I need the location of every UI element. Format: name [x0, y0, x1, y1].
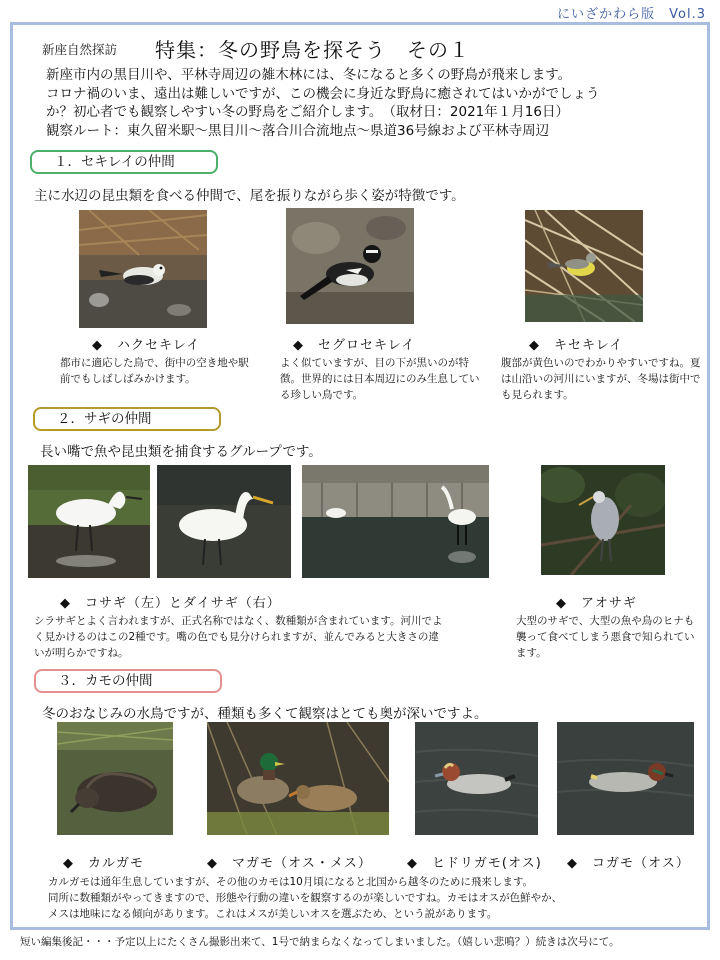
photo-spot-billed-duck [57, 722, 173, 835]
editors-note: 短い編集後記・・・予定以上にたくさん撮影出来て、1号で納まらなくなってしまいました。（嬉しい悲鳴？）続きは次号にて。 [20, 936, 620, 948]
intro-text [46, 66, 710, 140]
species-description [48, 874, 708, 922]
intro-line: か？初心者でも観察しやすい冬の野鳥をご紹介します。 （取材日：2021年１月16日） [46, 104, 569, 120]
description-line: 同所に数種類がやってきますので、形態や行動の違いを観察するのが楽しいですね。カモはオスが色鮮やか、 [48, 892, 563, 904]
section-heading-ducks: ３．カモの仲間 [34, 669, 222, 693]
species-description: よく似ていますが、目の下が黒いのが特徴。世界的には日本周辺にのみ生息している珍しい鳥です。 [280, 357, 480, 401]
photo-great-egret [157, 465, 291, 578]
photo-teal [557, 722, 694, 835]
section-heading-herons: ２．サギの仲間 [33, 407, 221, 431]
photo-white-wagtail [79, 210, 207, 328]
species-caption: ◆ コサギ（左）とダイサギ（右） [60, 596, 281, 611]
species-caption: ◆ マガモ（オス・メス） [207, 856, 372, 871]
species-caption: ◆ コガモ（オス） [567, 856, 690, 871]
section-lead-ducks: 冬のおなじみの水鳥ですが、種類も多くて観察はとても奥が深いですよ。 [42, 706, 488, 722]
species-caption: ◆ カルガモ [63, 856, 144, 871]
intro-line: コロナ禍のいま、遠出は難しいですが、この機会に身近な野鳥に癒されてはいかがでしょう [46, 85, 600, 102]
section-lead-herons: 長い嘴で魚や昆虫類を捕食するグループです。 [40, 444, 322, 460]
observation-route: 観察ルート：東久留米駅〜黒目川〜落合川合流地点〜県道36号線および平林寺周辺 [46, 122, 550, 139]
description-line: メスは地味になる傾向があります。これはメスが美しいオスを選ぶため、という説があります。 [48, 908, 498, 920]
species-description: 腹部が黄色いのでわかりやすいですね。夏は山沿いの河川にいますが、冬場は街中でも見られます。 [501, 357, 701, 401]
page-title: 特集：冬の野鳥を探そう その１ [155, 38, 470, 62]
photo-little-egret [28, 465, 150, 578]
photo-mallards [207, 722, 389, 835]
photo-egrets-river [302, 465, 489, 578]
photo-grey-wagtail [525, 210, 643, 322]
species-description: 大型のサギで、大型の魚や鳥のヒナも襲って食べてしまう悪食で知られています。 [516, 615, 695, 659]
issue-version: にいざかわら版 Vol.3 [557, 7, 706, 22]
species-caption: ◆ キセキレイ [529, 338, 624, 353]
species-caption: ◆ アオサギ [556, 596, 637, 611]
species-description: 都市に適応した鳥で、街中の空き地や駅前でもしばしばみかけます。 [60, 357, 249, 385]
photo-wigeon [415, 722, 538, 835]
photo-japanese-wagtail [286, 208, 414, 324]
column-kicker: 新座自然探訪 [42, 42, 118, 57]
section-heading-wagtails: １．セキレイの仲間 [30, 150, 218, 174]
photo-grey-heron [541, 465, 665, 575]
species-description: シラサギとよく言われますが、正式名称ではなく、数種類が含まれています。河川でよく見かけるのはこの2種です。嘴の色でも見分けられますが、並んでみると大きさの違いが明らかですね。 [34, 615, 443, 659]
species-caption: ◆ ヒドリガモ(オス) [407, 856, 542, 871]
species-caption: ◆ ハクセキレイ [92, 338, 201, 353]
species-caption: ◆ セグロセキレイ [293, 338, 416, 353]
section-lead-wagtails: 主に水辺の昆虫類を食べる仲間で、尾を振りながら歩く姿が特徴です。 [34, 188, 465, 204]
intro-line: 新座市内の黒目川や、平林寺周辺の雑木林には、冬になると多くの野鳥が飛来します。 [46, 67, 572, 83]
description-line: カルガモは通年生息していますが、その他のカモは10月頃になると北国から越冬のために飛来します。 [48, 876, 534, 888]
